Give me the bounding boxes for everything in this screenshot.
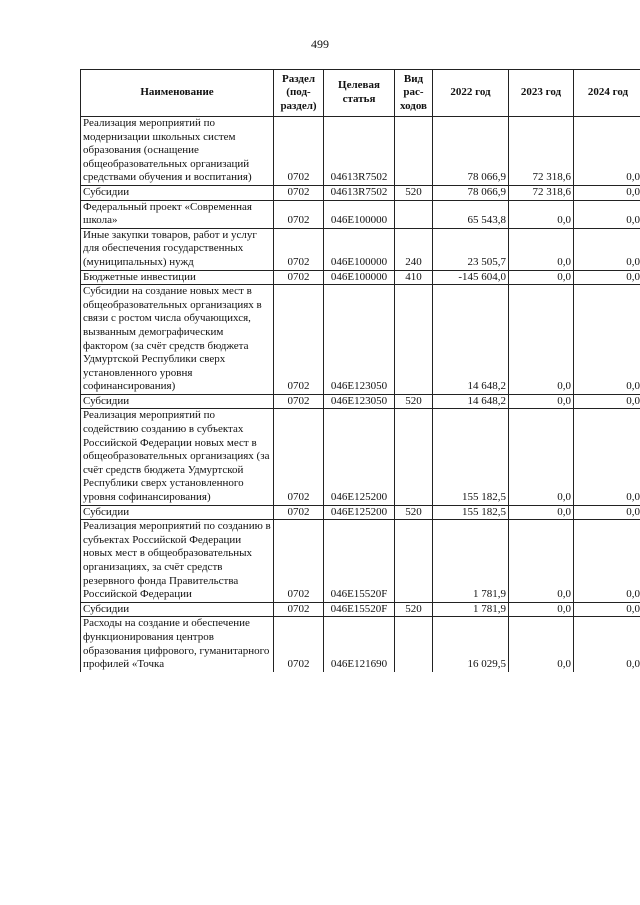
row-name-cell: Субсидии на создание новых мест в общеобразовательных организациях в связи с ростом числа обучающихся, вызванным демографическим фактором (за счёт средств бюджета Удмуртской Республики сверх установленного уровня софинансирования) bbox=[81, 285, 274, 395]
row-2024-cell: 0,0 bbox=[574, 117, 640, 186]
row-expense-cell: 520 bbox=[395, 602, 433, 617]
row-2022-cell: 1 781,9 bbox=[433, 602, 509, 617]
row-2023-cell: 0,0 bbox=[509, 285, 574, 395]
row-expense-cell bbox=[395, 200, 433, 228]
row-2023-cell: 0,0 bbox=[509, 200, 574, 228]
row-2022-cell: 65 543,8 bbox=[433, 200, 509, 228]
row-2022-cell: 23 505,7 bbox=[433, 228, 509, 270]
row-name-cell: Субсидии bbox=[81, 505, 274, 520]
row-2024-cell: 0,0 bbox=[574, 602, 640, 617]
row-2022-cell: 14 648,2 bbox=[433, 285, 509, 395]
row-expense-cell bbox=[395, 285, 433, 395]
row-2022-cell: 1 781,9 bbox=[433, 520, 509, 603]
row-name-cell: Реализация мероприятий по созданию в субъектах Российской Федерации новых мест в общеобразовательных организациях, за счёт средств резервного фонда Правительства Российской Федерации bbox=[81, 520, 274, 603]
row-target-cell: 04613R7502 bbox=[324, 185, 395, 200]
row-expense-cell bbox=[395, 409, 433, 505]
row-2024-cell: 0,0 bbox=[574, 409, 640, 505]
row-name-cell: Реализация мероприятий по модернизации школьных систем образования (оснащение общеобразовательных организаций средствами обучения и воспитания) bbox=[81, 117, 274, 186]
row-section-cell: 0702 bbox=[274, 520, 324, 603]
row-target-cell: 04613R7502 bbox=[324, 117, 395, 186]
row-2023-cell: 0,0 bbox=[509, 602, 574, 617]
row-expense-cell bbox=[395, 520, 433, 603]
row-name-cell: Иные закупки товаров, работ и услуг для обеспечения государственных (муниципальных) нужд bbox=[81, 228, 274, 270]
table-row bbox=[81, 285, 640, 395]
row-expense-cell: 520 bbox=[395, 505, 433, 520]
row-2024-cell: 0,0 bbox=[574, 185, 640, 200]
row-target-cell: 046E121690 bbox=[324, 617, 395, 672]
row-2022-cell: 155 182,5 bbox=[433, 505, 509, 520]
row-2024-cell: 0,0 bbox=[574, 505, 640, 520]
table-row bbox=[81, 617, 640, 672]
table-row bbox=[81, 394, 640, 409]
table-row bbox=[81, 270, 640, 285]
row-section-cell: 0702 bbox=[274, 285, 324, 395]
row-name-cell: Субсидии bbox=[81, 185, 274, 200]
row-target-cell: 046E125200 bbox=[324, 505, 395, 520]
row-2024-cell: 0,0 bbox=[574, 394, 640, 409]
row-target-cell: 046E123050 bbox=[324, 394, 395, 409]
row-expense-cell: 520 bbox=[395, 185, 433, 200]
row-2023-cell: 0,0 bbox=[509, 394, 574, 409]
row-2024-cell: 0,0 bbox=[574, 270, 640, 285]
row-section-cell: 0702 bbox=[274, 602, 324, 617]
header-year-2024: 2024 год bbox=[574, 70, 640, 117]
row-expense-cell: 240 bbox=[395, 228, 433, 270]
row-target-cell: 046E15520F bbox=[324, 602, 395, 617]
table-row bbox=[81, 228, 640, 270]
table-row bbox=[81, 409, 640, 505]
table-body bbox=[81, 117, 640, 672]
header-expense-type: Вид рас-ходов bbox=[395, 70, 433, 117]
row-section-cell: 0702 bbox=[274, 394, 324, 409]
row-target-cell: 046E125200 bbox=[324, 409, 395, 505]
row-section-cell: 0702 bbox=[274, 185, 324, 200]
row-expense-cell bbox=[395, 117, 433, 186]
table-header-row bbox=[81, 70, 640, 117]
row-2022-cell: 78 066,9 bbox=[433, 185, 509, 200]
row-2024-cell: 0,0 bbox=[574, 228, 640, 270]
header-section: Раздел (под-раздел) bbox=[274, 70, 324, 117]
row-section-cell: 0702 bbox=[274, 409, 324, 505]
row-2023-cell: 0,0 bbox=[509, 617, 574, 672]
budget-table bbox=[80, 69, 640, 672]
row-section-cell: 0702 bbox=[274, 505, 324, 520]
row-2022-cell: 16 029,5 bbox=[433, 617, 509, 672]
row-2023-cell: 0,0 bbox=[509, 505, 574, 520]
row-2022-cell: -145 604,0 bbox=[433, 270, 509, 285]
row-2023-cell: 72 318,6 bbox=[509, 117, 574, 186]
table-row bbox=[81, 185, 640, 200]
row-section-cell: 0702 bbox=[274, 617, 324, 672]
row-name-cell: Субсидии bbox=[81, 602, 274, 617]
table-row bbox=[81, 520, 640, 603]
row-name-cell: Бюджетные инвестиции bbox=[81, 270, 274, 285]
row-2022-cell: 78 066,9 bbox=[433, 117, 509, 186]
row-2024-cell: 0,0 bbox=[574, 200, 640, 228]
row-section-cell: 0702 bbox=[274, 228, 324, 270]
row-name-cell: Федеральный проект «Современная школа» bbox=[81, 200, 274, 228]
page-number: 499 bbox=[311, 37, 329, 51]
table-row bbox=[81, 505, 640, 520]
row-expense-cell bbox=[395, 617, 433, 672]
row-2022-cell: 14 648,2 bbox=[433, 394, 509, 409]
row-expense-cell: 410 bbox=[395, 270, 433, 285]
row-2024-cell: 0,0 bbox=[574, 617, 640, 672]
table-row bbox=[81, 117, 640, 186]
row-target-cell: 046E100000 bbox=[324, 270, 395, 285]
row-target-cell: 046E15520F bbox=[324, 520, 395, 603]
row-2023-cell: 0,0 bbox=[509, 520, 574, 603]
row-target-cell: 046E123050 bbox=[324, 285, 395, 395]
row-target-cell: 046E100000 bbox=[324, 200, 395, 228]
header-year-2023: 2023 год bbox=[509, 70, 574, 117]
row-section-cell: 0702 bbox=[274, 200, 324, 228]
row-target-cell: 046E100000 bbox=[324, 228, 395, 270]
row-2023-cell: 0,0 bbox=[509, 228, 574, 270]
row-name-cell: Расходы на создание и обеспечение функционирования центров образования цифрового, гуманитарного профилей «Точка bbox=[81, 617, 274, 672]
table-row bbox=[81, 602, 640, 617]
table-row bbox=[81, 200, 640, 228]
header-target-article: Целевая статья bbox=[324, 70, 395, 117]
header-year-2022: 2022 год bbox=[433, 70, 509, 117]
row-2023-cell: 0,0 bbox=[509, 409, 574, 505]
row-2022-cell: 155 182,5 bbox=[433, 409, 509, 505]
row-section-cell: 0702 bbox=[274, 117, 324, 186]
header-name: Наименование bbox=[81, 70, 274, 117]
row-2023-cell: 72 318,6 bbox=[509, 185, 574, 200]
row-2024-cell: 0,0 bbox=[574, 520, 640, 603]
row-name-cell: Реализация мероприятий по содействию созданию в субъектах Российской Федерации новых мест в общеобразовательных организациях (за счёт средств бюджета Удмуртской Республики сверх установленного уровня софинансирования) bbox=[81, 409, 274, 505]
row-section-cell: 0702 bbox=[274, 270, 324, 285]
row-expense-cell: 520 bbox=[395, 394, 433, 409]
row-2023-cell: 0,0 bbox=[509, 270, 574, 285]
row-name-cell: Субсидии bbox=[81, 394, 274, 409]
row-2024-cell: 0,0 bbox=[574, 285, 640, 395]
